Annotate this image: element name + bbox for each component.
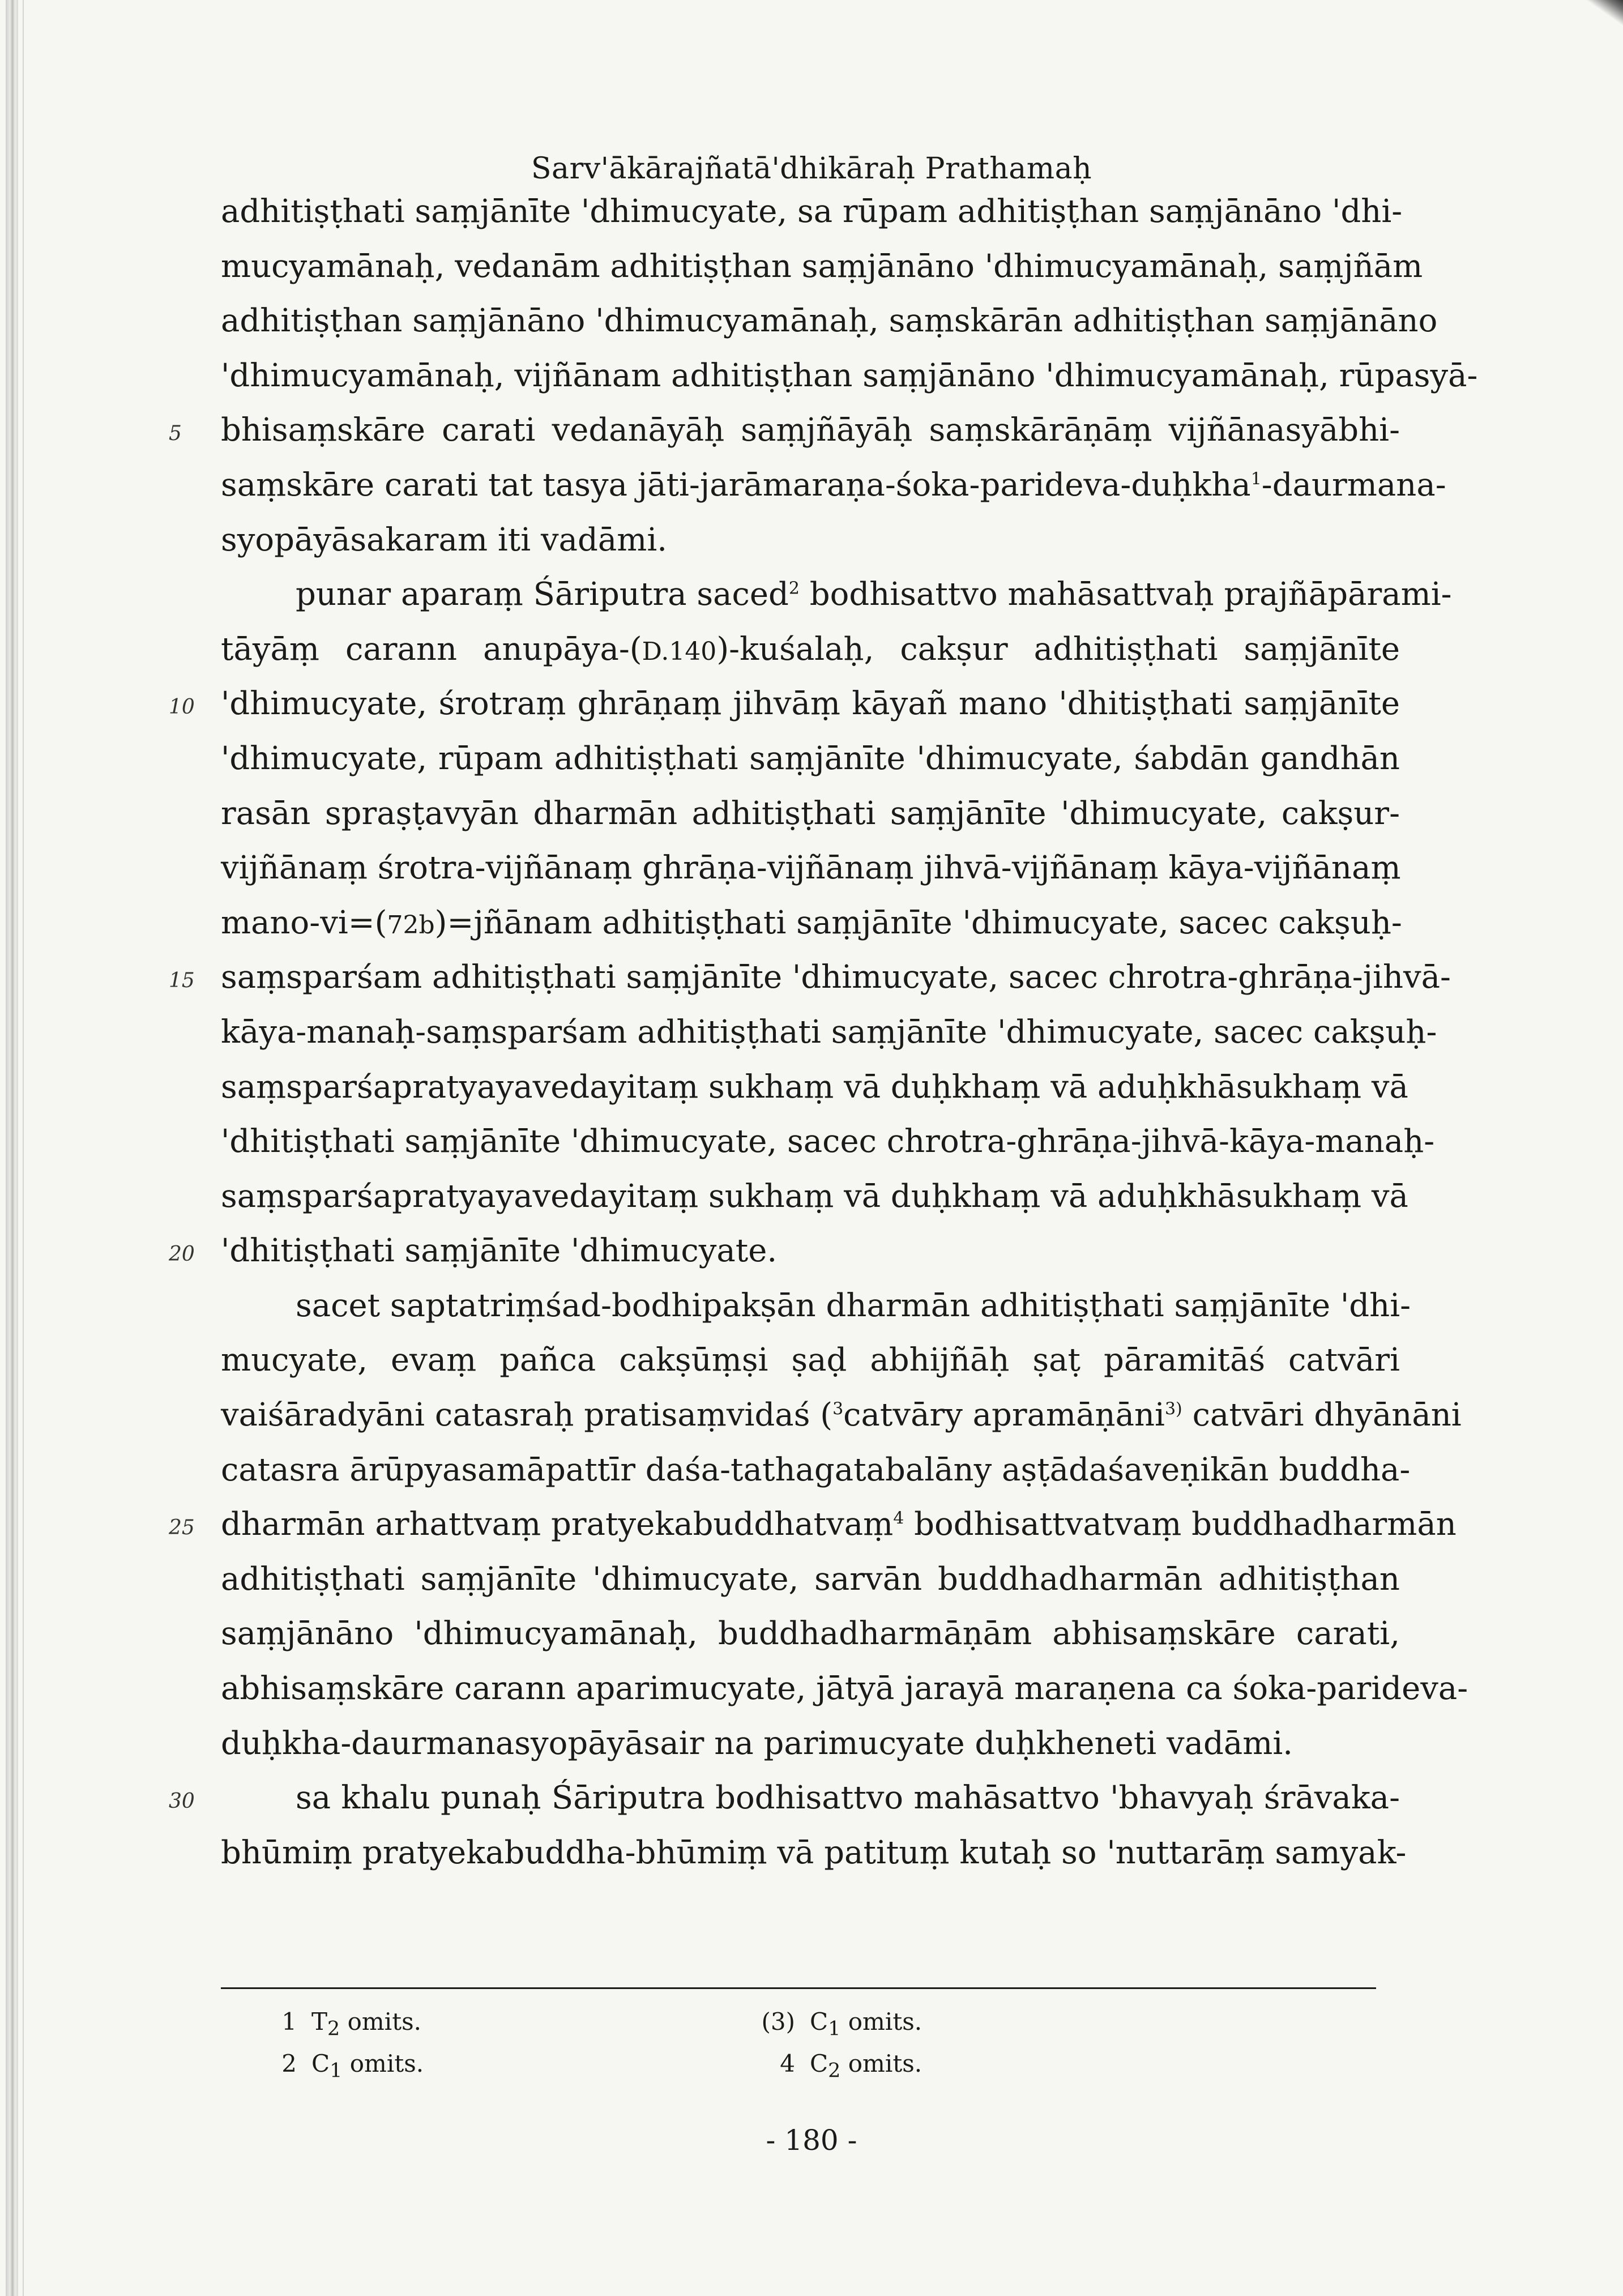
- text-line: [221, 185, 1403, 240]
- line-text: saṃsparśam adhitiṣṭhati saṃjānīte 'dhimucyate, sacec chrotra-ghrāṇa-jihvā-: [221, 959, 1451, 996]
- page-reference: D.140: [642, 637, 717, 666]
- footnote-marker: 3: [832, 1399, 844, 1419]
- text-line: [221, 1060, 1408, 1115]
- line-text: 'dhitiṣṭhati saṃjānīte 'dhimucyate, sacec chrotra-ghrāṇa-jihvā-kāya-manaḥ-: [221, 1123, 1435, 1160]
- line-number: 20: [169, 1243, 195, 1266]
- text-line: [169, 1224, 1400, 1279]
- footnote-text: omits.: [840, 2050, 922, 2077]
- line-text: mucyamānaḥ, vedanām adhitiṣṭhan saṃjānāno 'dhimucyamānaḥ, saṃjñām: [221, 247, 1423, 285]
- line-text: bhisaṃskāre carati vedanāyāḥ saṃjñāyāḥ saṃskārāṇāṃ vijñānasyābhi-: [221, 412, 1400, 449]
- line-number: 30: [169, 1790, 195, 1813]
- footnote-rule: [221, 1987, 1376, 1989]
- text-line: [221, 1388, 1462, 1443]
- line-text: mucyate, evaṃ pañca cakṣūṃṣi ṣaḍ abhijñāḥ ṣaṭ pāramitāś catvāri: [221, 1342, 1400, 1379]
- footnote: [754, 2050, 922, 2082]
- text-line: [221, 732, 1400, 787]
- footnote-text: C: [810, 2050, 828, 2077]
- body-text: [169, 185, 1478, 1880]
- text-line: [221, 1826, 1407, 1881]
- text-line: [169, 1771, 1400, 1826]
- footnote-marker: 4: [893, 1508, 904, 1529]
- line-text: syopāyāsakaram iti vadāmi.: [221, 521, 668, 558]
- text-line: [221, 458, 1446, 513]
- text-line: [221, 787, 1400, 842]
- line-number: 5: [169, 422, 182, 446]
- footnote-subscript: 2: [327, 2017, 340, 2041]
- text-line: [221, 1333, 1400, 1388]
- running-head: Sarv'ākārajñatā'dhikāraḥ Prathamaḥ: [531, 152, 1092, 186]
- text-line: [221, 1115, 1435, 1170]
- footnote-subscript: 2: [828, 2059, 841, 2082]
- text-line: [221, 1552, 1400, 1607]
- line-text: punar aparaṃ Śāriputra saced: [296, 576, 789, 613]
- footnote-text: T: [311, 2008, 328, 2035]
- text-line: [221, 1005, 1437, 1060]
- text-line: [221, 1443, 1411, 1498]
- text-line: [221, 1607, 1400, 1662]
- footnote: [754, 2008, 922, 2040]
- line-text: duḥkha-daurmanasyopāyāsair na parimucyate duḥkheneti vadāmi.: [221, 1725, 1293, 1762]
- footnote-number: 2: [281, 2050, 297, 2077]
- footnote-text: omits.: [342, 2050, 424, 2077]
- text-line: [169, 950, 1451, 1005]
- footnote-number: 1: [281, 2008, 297, 2035]
- footnote-subscript: 1: [828, 2017, 841, 2041]
- text-line: [221, 1662, 1468, 1717]
- line-text: tāyāṃ carann anupāya-(: [221, 630, 642, 668]
- text-line: [169, 1497, 1457, 1552]
- text-line: [221, 1717, 1400, 1772]
- line-text: saṃsparśapratyayavedayitaṃ sukhaṃ vā duḥkhaṃ vā aduḥkhāsukhaṃ vā: [221, 1068, 1408, 1106]
- line-text: bodhisattvatvaṃ buddhadharmān: [904, 1506, 1457, 1543]
- line-text: vijñānaṃ śrotra-vijñānaṃ ghrāṇa-vijñānaṃ jihvā-vijñānaṃ kāya-vijñānaṃ: [221, 850, 1401, 887]
- footnote-number: 4: [780, 2050, 795, 2077]
- footnote-number: (3): [761, 2008, 795, 2035]
- line-text: catvāri dhyānāni: [1182, 1397, 1462, 1434]
- text-line: [221, 240, 1423, 295]
- line-text: adhitiṣṭhati saṃjānīte 'dhimucyate, sarvān buddhadharmān adhitiṣṭhan: [221, 1560, 1400, 1598]
- footnote-subscript: 1: [330, 2059, 343, 2082]
- page-binding-edge: [6, 0, 18, 2296]
- line-text: 'dhimucyamānaḥ, vijñānam adhitiṣṭhan saṃjānāno 'dhimucyamānaḥ, rūpasyā-: [221, 357, 1478, 394]
- line-number: 10: [169, 695, 195, 719]
- page-number: - 180 -: [766, 2124, 857, 2157]
- text-line: [221, 294, 1438, 349]
- text-line: [221, 349, 1478, 404]
- line-text: saṃskāre carati tat tasya jāti-jarāmaraṇa-śoka-parideva-duḥkha: [221, 466, 1251, 503]
- line-number: 15: [169, 969, 195, 993]
- line-text: 'dhimucyate, śrotraṃ ghrāṇaṃ jihvāṃ kāyañ mano 'dhitiṣṭhati saṃjānīte: [221, 685, 1400, 723]
- line-text: dharmān arhattvaṃ pratyekabuddhatvaṃ: [221, 1506, 894, 1543]
- line-text: bhūmiṃ pratyekabuddha-bhūmiṃ vā patituṃ kutaḥ so 'nuttarāṃ samyak-: [221, 1834, 1407, 1871]
- line-text: vaiśāradyāni catasraḥ pratisaṃvidaś (: [221, 1397, 833, 1434]
- line-text: mano-vi=(: [221, 904, 387, 941]
- page-edge-line: [23, 0, 24, 2296]
- text-line: [169, 403, 1400, 458]
- line-number: 25: [169, 1516, 195, 1540]
- text-line: [221, 567, 1452, 622]
- line-text: adhitiṣṭhati saṃjānīte 'dhimucyate, sa rūpam adhitiṣṭhan saṃjānāno 'dhi-: [221, 193, 1403, 230]
- footnote-marker: 3): [1164, 1399, 1182, 1419]
- text-line: [221, 896, 1400, 951]
- footnote-marker: 1: [1250, 469, 1262, 489]
- line-text: bodhisattvo mahāsattvaḥ prajñāpārami-: [800, 576, 1452, 613]
- text-line: [221, 513, 1400, 568]
- footnote: [256, 2050, 424, 2082]
- line-text: catvāry apramāṇāni: [843, 1397, 1165, 1434]
- line-text: 'dhimucyate, rūpam adhitiṣṭhati saṃjānīte 'dhimucyate, śabdān gandhān: [221, 740, 1400, 777]
- text-line: [221, 622, 1400, 677]
- footnote-text: omits.: [340, 2008, 421, 2035]
- footnote-marker: 2: [788, 578, 800, 599]
- line-text: sacet saptatriṃśad-bodhipakṣān dharmān adhitiṣṭhati saṃjānīte 'dhi-: [296, 1287, 1411, 1324]
- line-text: rasān spraṣṭavyān dharmān adhitiṣṭhati saṃjānīte 'dhimucyate, cakṣur-: [221, 795, 1400, 832]
- line-text: )=jñānam adhitiṣṭhati saṃjānīte 'dhimucyate, sacec cakṣuḥ-: [434, 904, 1402, 941]
- line-text: sa khalu punaḥ Śāriputra bodhisattvo mahāsattvo 'bhavyaḥ śrāvaka-: [296, 1779, 1400, 1817]
- line-text: )-kuśalaḥ, cakṣur adhitiṣṭhati saṃjānīte: [716, 630, 1400, 668]
- scan-corner-mark: [1572, 0, 1623, 51]
- footnote-text: omits.: [840, 2008, 922, 2035]
- line-text: adhitiṣṭhan saṃjānāno 'dhimucyamānaḥ, saṃskārān adhitiṣṭhan saṃjānāno: [221, 302, 1438, 340]
- line-text: catasra ārūpyasamāpattīr daśa-tathagatabalāny aṣṭādaśaveṇikān buddha-: [221, 1451, 1411, 1488]
- line-text: saṃsparśapratyayavedayitaṃ sukhaṃ vā duḥkhaṃ vā aduḥkhāsukhaṃ vā: [221, 1177, 1408, 1215]
- text-line: [221, 1279, 1411, 1334]
- footnote: [256, 2008, 421, 2040]
- page-reference: 72b: [387, 910, 435, 940]
- text-line: [221, 1170, 1408, 1224]
- footnote-text: C: [311, 2050, 330, 2077]
- line-text: kāya-manaḥ-saṃsparśam adhitiṣṭhati saṃjānīte 'dhimucyate, sacec cakṣuḥ-: [221, 1013, 1437, 1051]
- line-text: abhisaṃskāre carann aparimucyate, jātyā jarayā maraṇena ca śoka-parideva-: [221, 1670, 1468, 1708]
- footnote-text: C: [810, 2008, 828, 2035]
- text-line: [169, 677, 1400, 732]
- line-text: 'dhitiṣṭhati saṃjānīte 'dhimucyate.: [221, 1232, 778, 1270]
- line-text: saṃjānāno 'dhimucyamānaḥ, buddhadharmāṇām abhisaṃskāre carati,: [221, 1615, 1400, 1653]
- text-line: [221, 841, 1400, 896]
- line-text: -daurmana-: [1261, 466, 1446, 503]
